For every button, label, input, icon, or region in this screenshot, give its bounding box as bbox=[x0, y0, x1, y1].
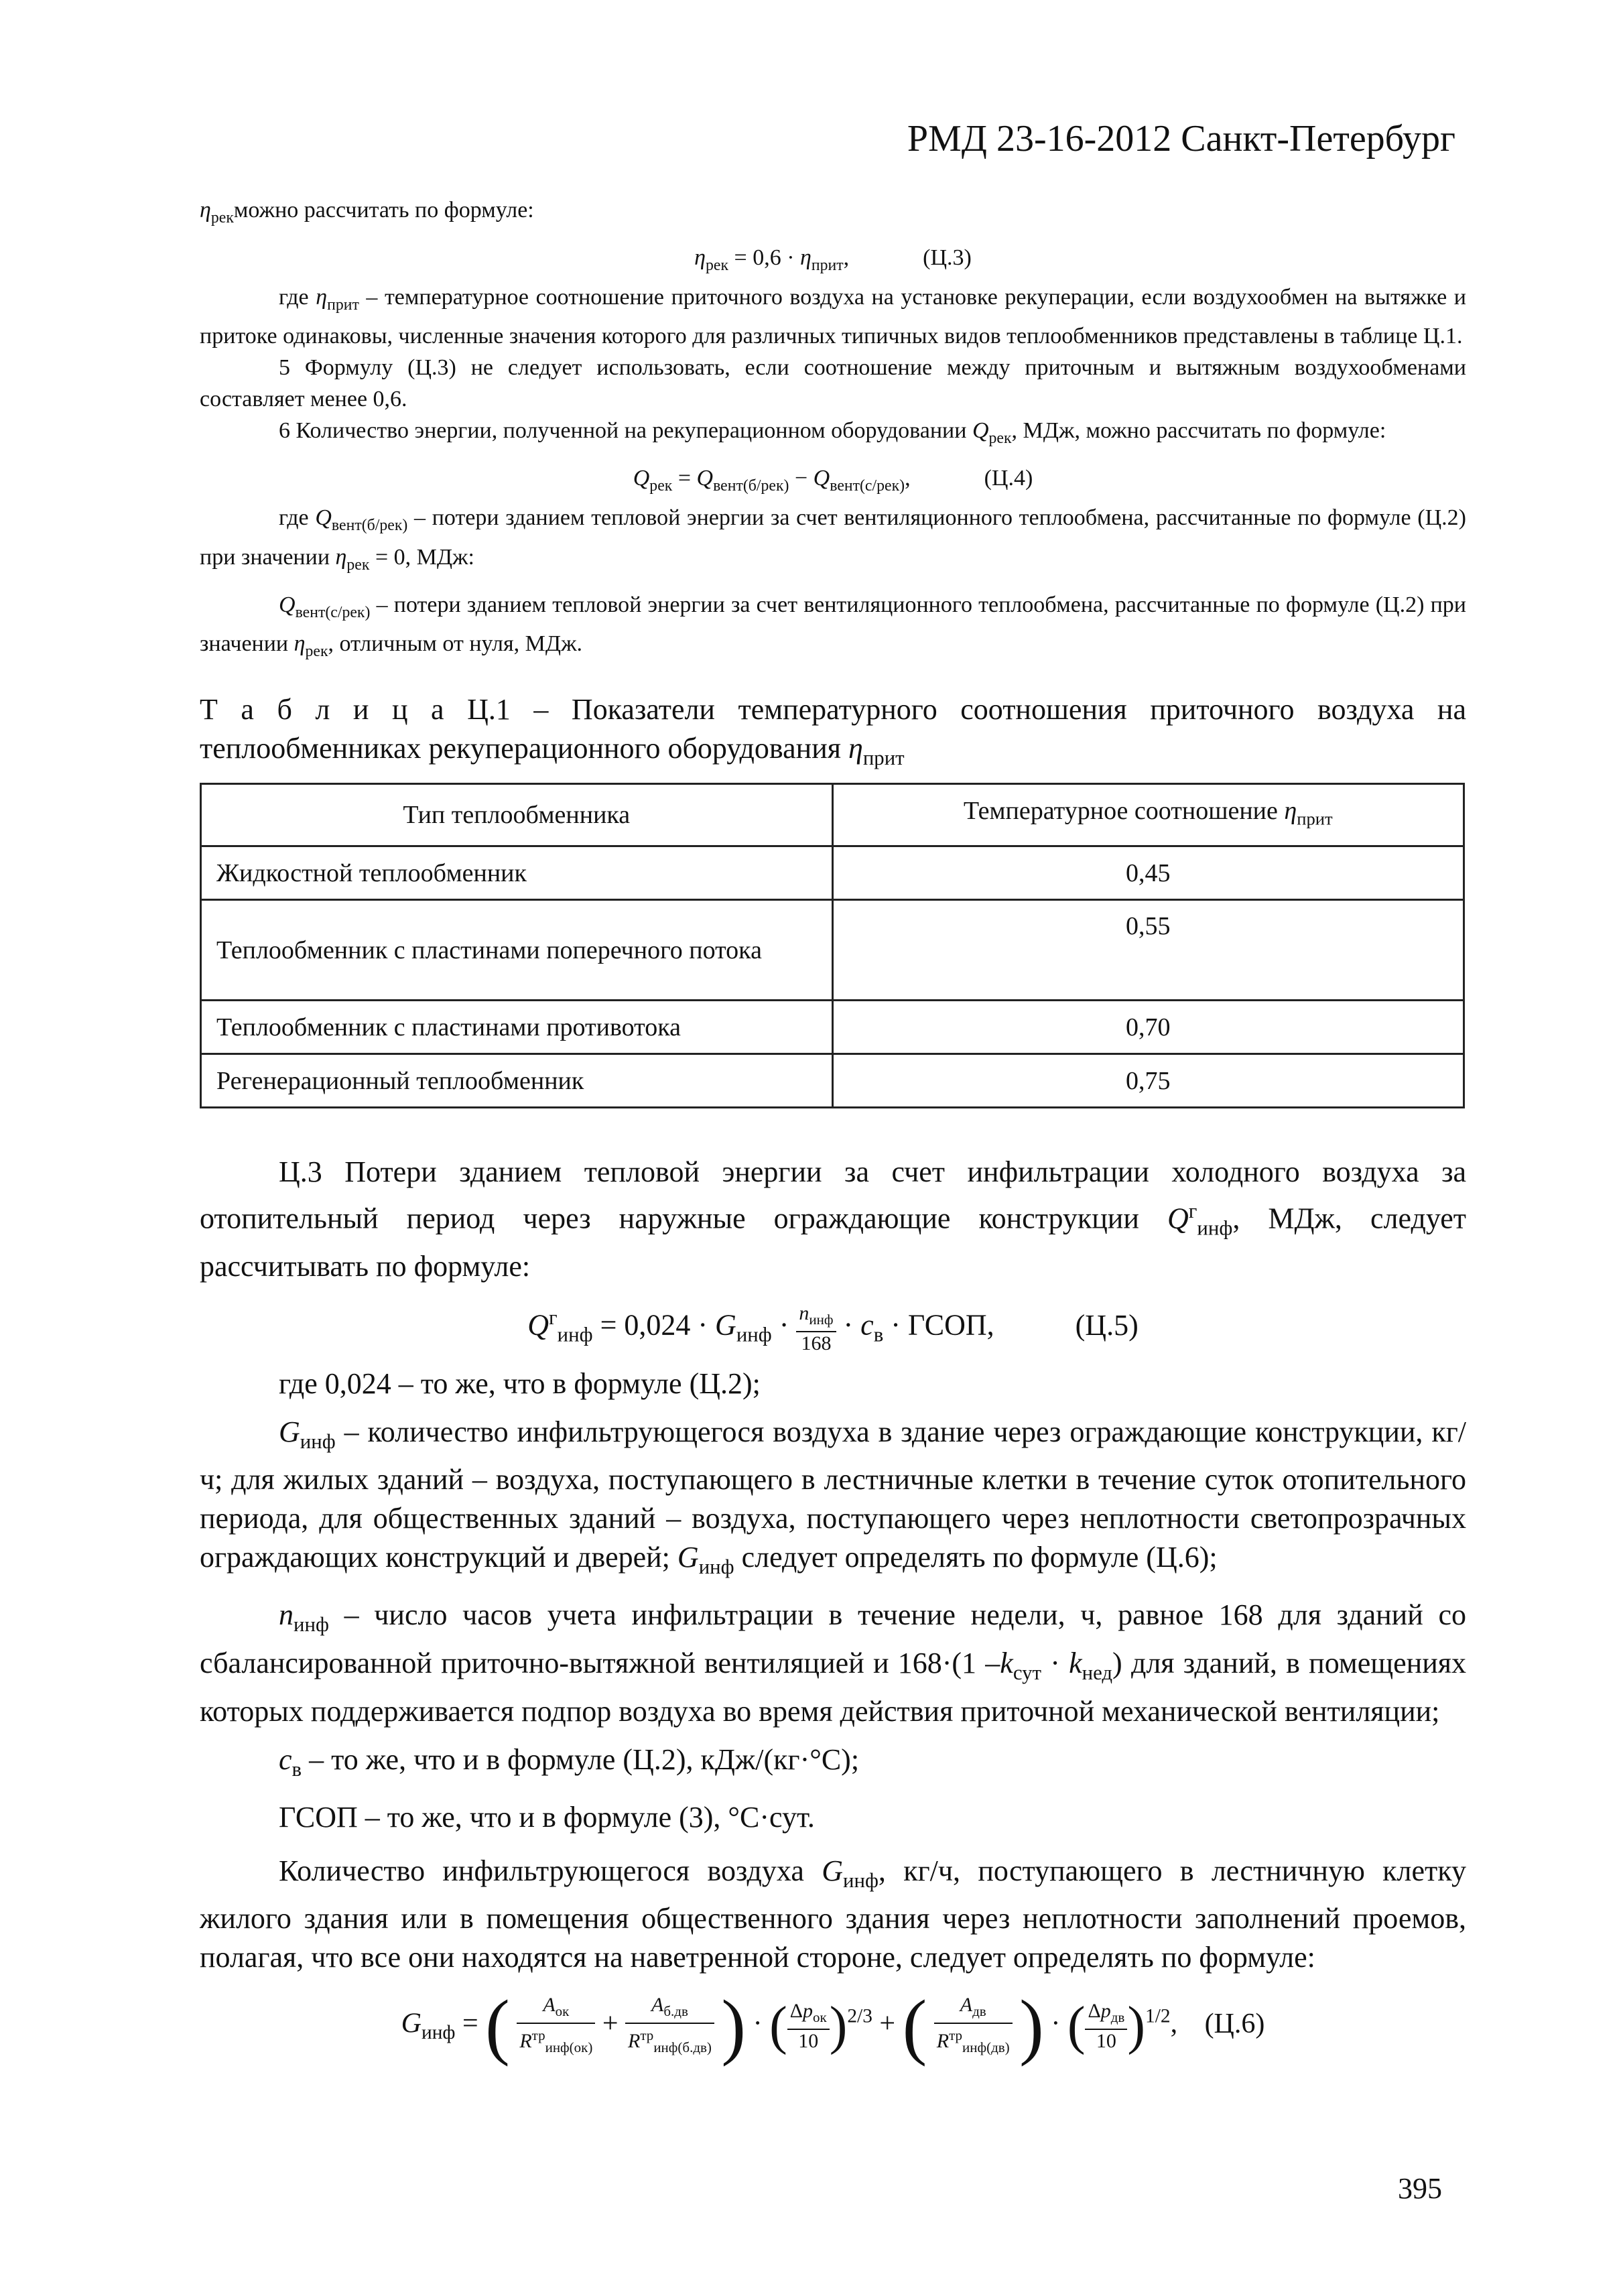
para-item-6: 6 Количество энергии, полученной на рекуперационном оборудовании $Q_{рек}$, МДж, можно рассчитать по формуле: bbox=[279, 418, 1386, 448]
table-row bbox=[201, 1001, 1464, 1054]
table-cell-value: 0,55 bbox=[832, 900, 1464, 1001]
table-header-ratio: Температурное соотношение $\eta_{прит}$ bbox=[832, 784, 1464, 846]
table-header-row bbox=[201, 784, 1464, 846]
para-g-inf-def: $G_{инф}$ – количество инфильтрующегося воздуха в здание через ограждающие конструкции, кг/ч; для жилых зданий – воздуха, поступающего в лестничные клетки в течение суток отопительного периода, для общественных зданий – воздуха, поступающего через неплотности светопрозрачных ограждающих конструкций и дверей; $G_{инф}$ следует определять по формуле (Ц.6); bbox=[200, 1415, 1466, 1579]
para-q-vent-b: где $Q_{вент(б/рек)}$ – потери зданием тепловой энергии за счет вентиляционного теплообмена, рассчитанные по формуле (Ц.2) при значении $\eta_{рек} = 0$, МДж: bbox=[200, 505, 1466, 574]
table-cell-type: Теплообменник с пластинами противотока bbox=[201, 1001, 833, 1054]
table-heat-exchangers bbox=[200, 783, 1465, 1108]
para-gsop-def: ГСОП – то же, что и в формуле (3), °С·сут. bbox=[279, 1800, 815, 1834]
para-cv-def: $c_в$ – то же, что и в формуле (Ц.2), кДж/(кг·°С); bbox=[279, 1742, 860, 1781]
table-cell-value: 0,75 bbox=[832, 1054, 1464, 1108]
para-c3: Ц.3 Потери зданием тепловой энергии за счет инфильтрации холодного воздуха за отопительный период через наружные ограждающие конструкции $Q^г_{инф}$, МДж, следует рассчитывать по формуле: bbox=[200, 1155, 1467, 1283]
table-caption: Т а б л и ц а Ц.1 – Показатели температурного соотношения приточного воздуха на теплообменниках рекуперационного оборудования $\eta_{прит}$ bbox=[200, 693, 1467, 769]
formula-c4: $Q_{рек} = Q_{вент(б/рек)} - Q_{вент(с/рек)}$, (Ц.4) bbox=[200, 462, 1466, 502]
para-eta-prit-def: где $\eta_{прит}$ – температурное соотношение приточного воздуха на установке рекуперации, если воздухообмен на вытяжке и притоке одинаковы, численные значения которого для различных типичных видов теплообменников представлены в таблице Ц.1. bbox=[200, 284, 1466, 349]
para-item-5: 5 Формулу (Ц.3) не следует использовать, если соотношение между приточным и вытяжным воздухообменами составляет менее 0,6. bbox=[200, 355, 1466, 412]
page-number: 395 bbox=[1398, 2172, 1442, 2205]
table-row bbox=[201, 846, 1464, 900]
para-n-inf-def: $n_{инф}$ – число часов учета инфильтрации в течение недели, ч, равное 168 для зданий со сбалансированной приточно-вытяжной вентиляцией и 168·(1 $-k_{сут} \cdot k_{нед}$) для зданий, в помещениях которых поддерживается подпор воздуха во время действия приточной механической вентиляции; bbox=[200, 1598, 1466, 1728]
table-header-type: Тип теплообменника bbox=[201, 784, 833, 846]
formula-c3: $\eta_{рек} = 0,6 \cdot \eta_{прит}$, (Ц.3) bbox=[200, 242, 1466, 281]
table-cell-type: Жидкостной теплообменник bbox=[201, 846, 833, 900]
table-cell-value: 0,70 bbox=[832, 1001, 1464, 1054]
para-where-0024: где 0,024 – то же, что в формуле (Ц.2); bbox=[279, 1366, 761, 1400]
table-row bbox=[201, 1054, 1464, 1108]
table-cell-type: Теплообменник с пластинами поперечного потока bbox=[201, 900, 833, 1001]
formula-c4-number: (Ц.4) bbox=[984, 466, 1033, 491]
table-cell-value: 0,45 bbox=[832, 846, 1464, 900]
fraction-n-168: $\frac{n_{инф}}{168}$ bbox=[796, 1302, 836, 1355]
para-eta-rek: $\eta_{рек}можно$ рассчитать по формуле: bbox=[200, 198, 534, 227]
running-header: РМД 23-16-2012 Санкт-Петербург bbox=[907, 118, 1455, 160]
table-caption-label: Т а б л и ц а bbox=[200, 693, 444, 726]
para-q-vent-c: $Q_{вент(с/рек)}$ – потери зданием тепловой энергии за счет вентиляционного теплообмена, рассчитанные по формуле (Ц.2) при значении $\eta_{рек}$, отличным от нуля, МДж. bbox=[200, 592, 1466, 661]
formula-c5-number: (Ц.5) bbox=[1075, 1309, 1139, 1342]
table-cell-type: Регенерационный теплообменник bbox=[201, 1054, 833, 1108]
formula-c6-number: (Ц.6) bbox=[1204, 2008, 1265, 2039]
table-row bbox=[201, 900, 1464, 1001]
section-recuperation bbox=[200, 194, 1466, 667]
formula-c3-number: (Ц.3) bbox=[923, 245, 972, 270]
formula-c5: $Q^г_{инф} = 0,024 \cdot G_{инф}$ · $\frac{n_{инф}}{168}$ · $c_в$ · ГСОП, (Ц.5) bbox=[527, 1301, 1139, 1354]
para-g-inf-formula-intro: Количество инфильтрующегося воздуха $G_{инф}$, кг/ч, поступающего в лестничную клетку жилого здания или в помещения общественного здания через неплотности заполнений проемов, полагая, что все они находятся на наветренной стороне, следует определять по формуле: bbox=[200, 1854, 1466, 1974]
table-caption-text: Ц.1 – Показатели температурного соотношения приточного воздуха на теплообменниках рекуперационного оборудования bbox=[200, 693, 1467, 765]
section-infiltration bbox=[200, 1153, 1467, 2067]
formula-c6: $G_{инф}$ = ( $\frac{A_{ок}}{R^{тр}_{инф(ок)}}$ + $\frac{A_{б.дв}}{R^{тр}_{инф(б.дв)}}$ ) · ( $\frac{\Delta p_{ок}}{10}$ )$^{2/3}$ + ( $\frac{A_{дв}}{R^{тр}_{инф(дв)}}$ ) · ( $\frac{\Delta p_{дв}}{10}$ )$^{1/2}$, (Ц.6) bbox=[401, 1985, 1265, 2067]
